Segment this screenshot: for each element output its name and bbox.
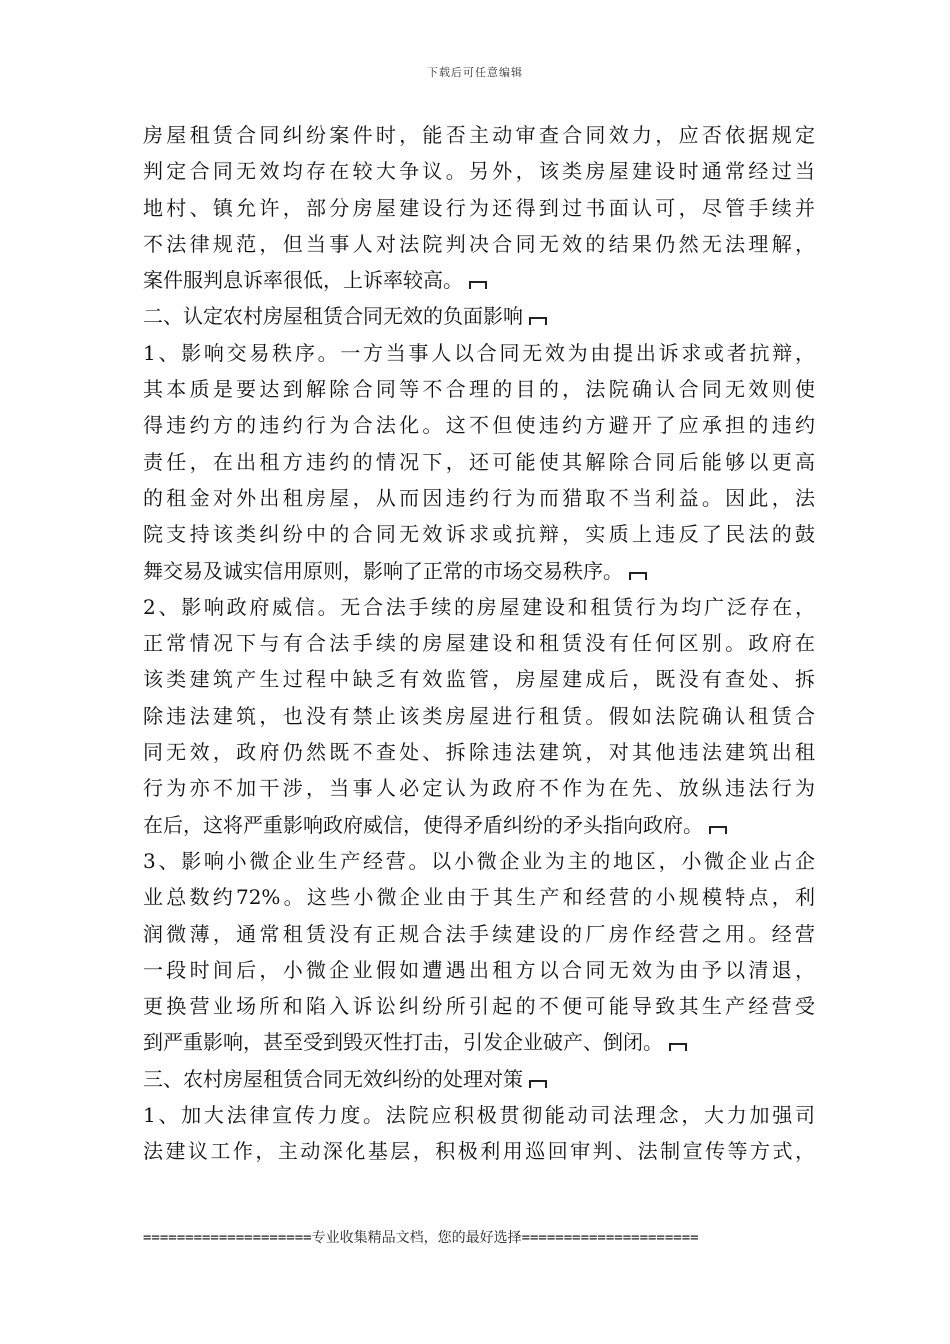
body-line: 其本质是要达到解除合同等不合理的目的，法院确认合同无效则使 — [143, 377, 815, 402]
body-line: 除违法建筑，也没有禁止该类房屋进行租赁。假如法院确认租赁合 — [143, 703, 815, 728]
body-line: 法建议工作，主动深化基层，积极利用巡回审判、法制宣传等方式， — [143, 1139, 815, 1164]
paragraph-mark-icon — [669, 1043, 687, 1051]
body-line: 得违约方的违约行为合法化。这不但使违约方避开了应承担的违约 — [143, 413, 815, 438]
body-line: 2、影响政府威信。无合法手续的房屋建设和租赁行为均广泛存在， — [143, 594, 815, 619]
body-line: 舞交易及诚实信用原则，影响了正常的市场交易秩序。 — [143, 553, 815, 589]
body-line: 地村、镇允许，部分房屋建设行为还得到过书面认可，尽管手续并 — [143, 195, 815, 220]
section-heading: 二、认定农村房屋租赁合同无效的负面影响 — [143, 298, 815, 334]
body-line: 房屋租赁合同纠纷案件时，能否主动审查合同效力，应否依据规定 — [143, 123, 815, 147]
paragraph-mark-icon — [709, 826, 727, 834]
body-line: 该类建筑产生过程中缺乏有效监管，房屋建成后，既没有查处、拆 — [143, 667, 815, 692]
body-line: 3、影响小微企业生产经营。以小微企业为主的地区，小微企业占企 — [143, 848, 815, 873]
body-line: 正常情况下与有合法手续的房屋建设和租赁没有任何区别。政府在 — [143, 631, 815, 656]
paragraph-mark-icon — [469, 281, 487, 289]
page-header: 下载后可任意编辑 — [427, 66, 523, 79]
body-line: 同无效，政府仍然既不查处、拆除违法建筑，对其他违法建筑出租 — [143, 740, 815, 765]
body-line: 1、加大法律宣传力度。法院应积极贯彻能动司法理念，大力加强司 — [143, 1103, 815, 1128]
body-line: 的租金对外出租房屋，从而因违约行为而猎取不当利益。因此，法 — [143, 485, 815, 510]
body-line: 责任，在出租方违约的情况下，还可能使其解除合同后能够以更高 — [143, 449, 815, 474]
body-line: 在后，这将严重影响政府威信，使得矛盾纠纷的矛头指向政府。 — [143, 807, 815, 843]
body-line: 判定合同无效均存在较大争议。另外，该类房屋建设时通常经过当 — [143, 159, 815, 184]
body-line: 院支持该类纠纷中的合同无效诉求或抗辩，实质上违反了民法的鼓 — [143, 522, 815, 547]
paragraph-mark-icon — [629, 572, 647, 580]
body-line: 业总数约72%。这些小微企业由于其生产和经营的小规模特点，利 — [143, 885, 815, 910]
body-line: 润微薄，通常租赁没有正规合法手续建设的厂房作经营之用。经营 — [143, 921, 815, 946]
body-line: 行为亦不加干涉，当事人必定认为政府不作为在先、放纵违法行为 — [143, 776, 815, 801]
page-footer: ====================专业收集精品文档，您的最好选择===================== — [143, 1230, 699, 1246]
paragraph-mark-icon — [529, 317, 547, 325]
section-heading: 三、农村房屋租赁合同无效纠纷的处理对策 — [143, 1061, 815, 1097]
document-body — [143, 117, 815, 1170]
body-line: 案件服判息诉率很低，上诉率较高。 — [143, 262, 815, 298]
body-line: 到严重影响，甚至受到毁灭性打击，引发企业破产、倒闭。 — [143, 1024, 815, 1060]
body-line: 1、影响交易秩序。一方当事人以合同无效为由提出诉求或者抗辩， — [143, 340, 815, 365]
paragraph-mark-icon — [529, 1080, 547, 1088]
body-line: 一段时间后，小微企业假如遭遇出租方以合同无效为由予以清退， — [143, 957, 815, 982]
body-line: 更换营业场所和陷入诉讼纠纷所引起的不便可能导致其生产经营受 — [143, 994, 815, 1019]
body-line: 不法律规范，但当事人对法院判决合同无效的结果仍然无法理解， — [143, 231, 815, 256]
